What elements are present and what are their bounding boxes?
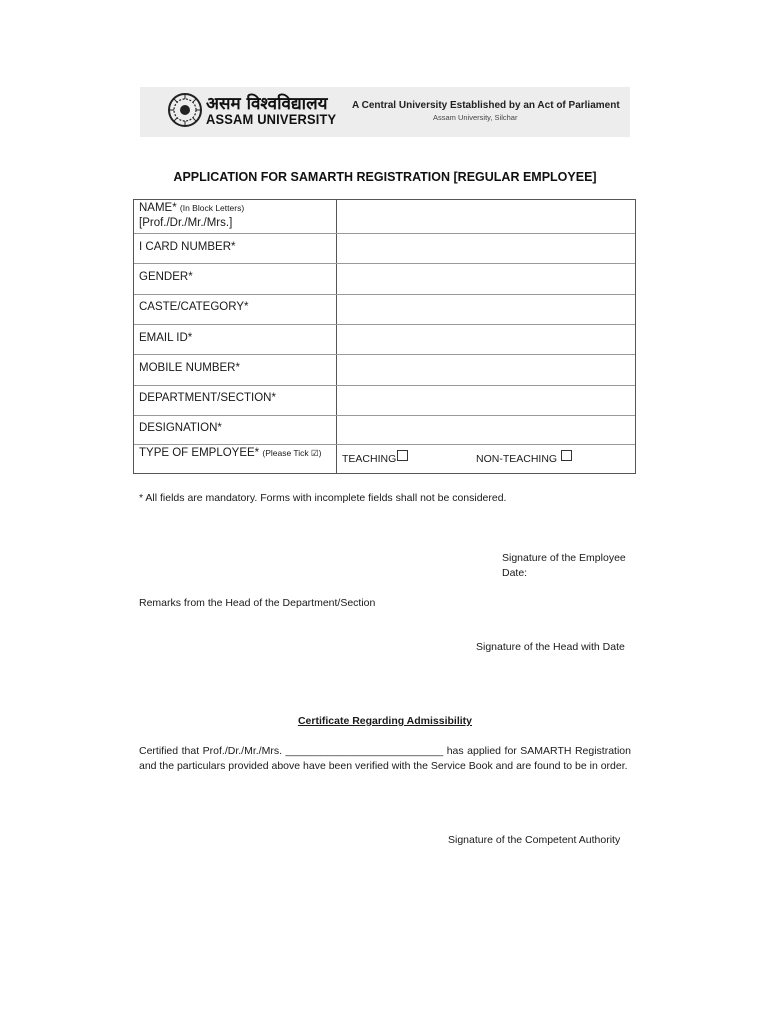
- name-prefix: [Prof./Dr./Mr./Mrs.]: [139, 217, 233, 229]
- employee-type-text: TYPE OF EMPLOYEE*: [139, 447, 260, 459]
- registration-table: [133, 199, 636, 474]
- name-label: [139, 202, 244, 214]
- designation-label: DESIGNATION*: [139, 422, 222, 434]
- name-field[interactable]: [337, 200, 635, 233]
- certificate-heading: Certificate Regarding Admissibility: [297, 715, 473, 727]
- teaching-option[interactable]: [342, 450, 408, 465]
- mobile-label: MOBILE NUMBER*: [139, 362, 240, 374]
- university-tagline: A Central University Established by an Act of Parliament: [352, 100, 620, 111]
- designation-field[interactable]: [337, 416, 635, 444]
- certificate-text: Certified that Prof./Dr./Mr./Mrs. ___________________________ has applied for SAMARTH Registration and the particulars provided above have been verified with the Service Book and are found to be in order.: [139, 745, 631, 772]
- university-name-english: ASSAM UNIVERSITY: [206, 111, 337, 127]
- authority-signature-label: Signature of the Competent Authority: [448, 834, 621, 846]
- name-label-text: NAME*: [139, 202, 177, 214]
- name-hint: (In Block Letters): [179, 203, 245, 213]
- form-title: APPLICATION FOR SAMARTH REGISTRATION [REGULAR EMPLOYEE]: [173, 170, 597, 184]
- email-label: EMAIL ID*: [139, 332, 193, 344]
- gender-label: GENDER*: [139, 271, 193, 283]
- non-teaching-label: NON-TEACHING: [476, 453, 558, 465]
- remarks-label: Remarks from the Head of the Department/Section: [139, 597, 376, 609]
- employee-type-hint: (Please Tick ☑): [262, 448, 322, 458]
- caste-label: CASTE/CATEGORY*: [139, 301, 249, 313]
- teaching-label: TEACHING: [342, 453, 397, 465]
- caste-field[interactable]: [337, 295, 635, 324]
- teaching-checkbox[interactable]: [397, 450, 408, 461]
- icard-label: I CARD NUMBER*: [139, 241, 236, 253]
- email-field[interactable]: [337, 325, 635, 354]
- department-label: DEPARTMENT/SECTION*: [139, 392, 276, 404]
- non-teaching-option[interactable]: [476, 450, 572, 465]
- gender-field[interactable]: [337, 264, 635, 294]
- non-teaching-checkbox[interactable]: [561, 450, 572, 461]
- employee-signature-label: Signature of the Employee: [502, 552, 626, 564]
- university-address: Assam University, Silchar: [433, 113, 518, 122]
- head-signature-label: Signature of the Head with Date: [476, 641, 625, 653]
- employee-type-label: [139, 447, 321, 459]
- university-emblem-icon: [167, 92, 203, 128]
- mandatory-note: * All fields are mandatory. Forms with incomplete fields shall not be considered.: [139, 492, 507, 504]
- department-field[interactable]: [337, 386, 635, 415]
- mobile-field[interactable]: [337, 355, 635, 385]
- university-name-hindi: असम विश्वविद्यालय: [206, 94, 328, 114]
- icard-field[interactable]: [337, 234, 635, 263]
- row-divider: [134, 444, 635, 445]
- employee-date-label: Date:: [502, 567, 528, 579]
